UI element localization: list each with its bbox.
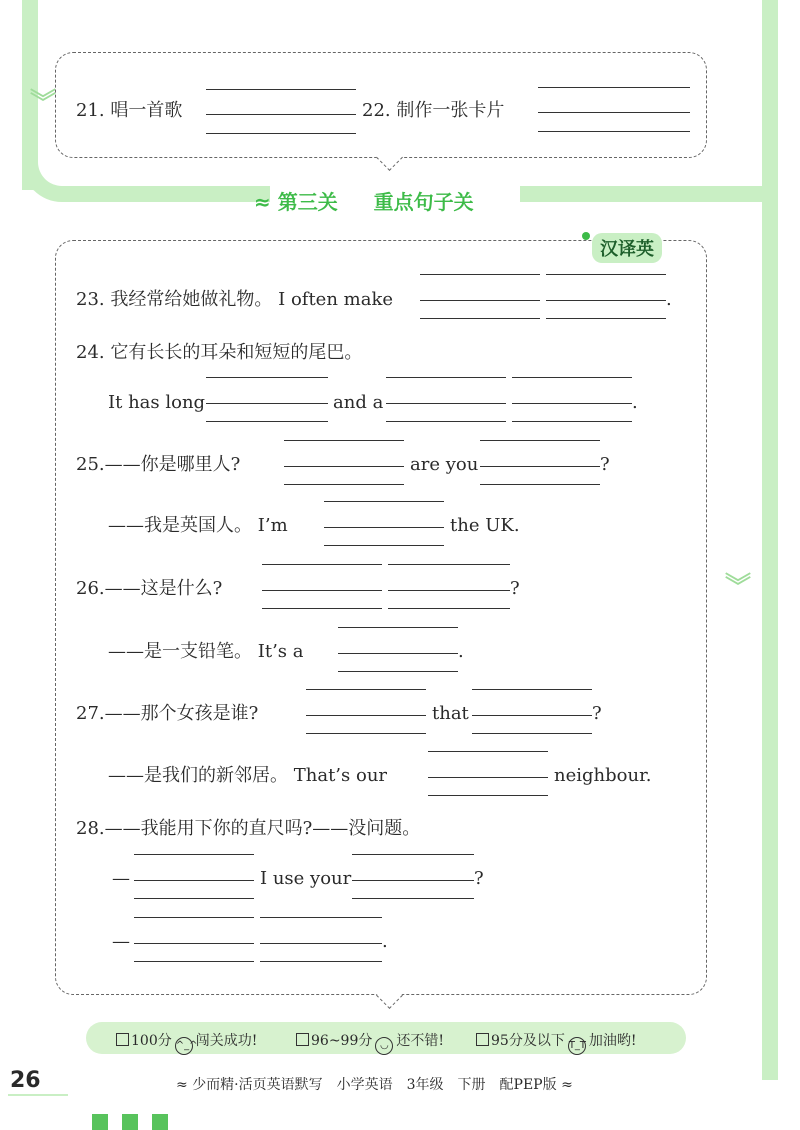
writing-line-top [324, 501, 444, 502]
punctuation: . [632, 392, 638, 413]
answer-line[interactable] [420, 300, 540, 301]
answer-line[interactable] [262, 590, 382, 591]
crying-face-icon: T_T [568, 1037, 586, 1055]
question-number: 26. [76, 578, 105, 599]
question-english: I use your [260, 868, 352, 889]
writing-line-top [262, 564, 382, 565]
banner-title: 重点句子关 [373, 190, 474, 214]
writing-line-top [538, 87, 690, 88]
writing-line-top [388, 564, 510, 565]
question-chinese: 它有长长的耳朵和短短的尾巴。 [110, 342, 363, 363]
answer-line[interactable] [284, 466, 404, 467]
chevron-down-icon: ︾ [725, 572, 752, 602]
writing-line-top [480, 440, 600, 441]
dialogue-dash: — [112, 931, 130, 952]
writing-line-top [472, 689, 592, 690]
writing-line-bottom [206, 133, 356, 134]
wave-icon: ≈ [561, 1077, 573, 1093]
writing-line-bottom [284, 484, 404, 485]
question-english: I’m [257, 515, 288, 536]
dialogue-dash: —— [104, 578, 141, 599]
writing-line-bottom [260, 961, 382, 962]
question-number: 23. [76, 289, 105, 310]
section-tag: 汉译英 [592, 233, 662, 263]
item-number: 22. [362, 100, 391, 121]
decor-square [152, 1114, 168, 1130]
question-english: neighbour. [554, 765, 652, 786]
score-text: 闯关成功! [195, 1033, 258, 1049]
laughing-face-icon: ^_^ [175, 1037, 193, 1055]
question-number: 27. [76, 703, 105, 724]
score-95-below [476, 1030, 636, 1055]
punctuation: . [458, 641, 464, 662]
question-english: that [432, 703, 469, 724]
tag-dot [582, 232, 590, 240]
answer-line[interactable] [512, 403, 632, 404]
writing-line-bottom [306, 733, 426, 734]
answer-line[interactable] [306, 715, 426, 716]
question-chinese: 你是哪里人? [140, 454, 241, 475]
writing-line-bottom [262, 608, 382, 609]
dialogue-dash: —— [108, 641, 144, 662]
answer-line[interactable] [546, 300, 666, 301]
checkbox-icon[interactable] [476, 1033, 489, 1046]
item-prompt: 制作一张卡片 [396, 100, 505, 121]
question-chinese: ——没问题。 [312, 818, 421, 839]
writing-line-bottom [512, 421, 632, 422]
writing-line-top [284, 440, 404, 441]
answer-line[interactable] [206, 403, 328, 404]
punctuation: ? [600, 454, 610, 475]
question-number: 25. [76, 454, 105, 475]
writing-line-bottom [472, 733, 592, 734]
writing-line-top [512, 377, 632, 378]
checkbox-icon[interactable] [116, 1033, 129, 1046]
question-27 [76, 702, 258, 726]
question-chinese: 我是英国人。 [144, 515, 252, 536]
answer-line[interactable] [134, 880, 254, 881]
score-text: 还不错! [396, 1033, 444, 1049]
score-text: 加油哟! [588, 1033, 637, 1049]
score-label: 95分及以下 [491, 1033, 565, 1049]
item-prompt: 唱一首歌 [110, 100, 183, 121]
question-chinese: 是一支铅笔。 [144, 641, 252, 662]
question-number: 28. [76, 818, 105, 839]
writing-line-bottom [324, 545, 444, 546]
writing-line-top [428, 751, 548, 752]
answer-line[interactable] [538, 112, 690, 113]
writing-line-bottom [538, 131, 690, 132]
answer-line[interactable] [388, 590, 510, 591]
item-number: 21. [76, 100, 105, 121]
writing-line-bottom [428, 795, 548, 796]
writing-line-bottom [386, 421, 506, 422]
question-chinese: 是我们的新邻居。 [144, 765, 288, 786]
punctuation: ? [510, 578, 520, 599]
score-100 [116, 1030, 257, 1055]
question-number: 24. [76, 342, 105, 363]
dialogue-dash: —— [108, 765, 144, 786]
question-28 [76, 817, 420, 841]
writing-line-bottom [420, 318, 540, 319]
item-22 [362, 99, 504, 123]
writing-line-top [338, 627, 458, 628]
decor-square [92, 1114, 108, 1130]
writing-line-top [420, 274, 540, 275]
dialogue-dash: — [112, 868, 130, 889]
question-english: I often make [278, 289, 393, 310]
writing-line-top [134, 854, 254, 855]
question-25-answer [108, 514, 288, 538]
writing-line-bottom [134, 961, 254, 962]
score-label: 100分 [131, 1033, 172, 1049]
writing-line-bottom [352, 898, 474, 899]
item-21 [76, 99, 182, 123]
writing-line-bottom [480, 484, 600, 485]
dialogue-dash: —— [104, 703, 141, 724]
frame-right-strip [762, 0, 778, 1080]
writing-line-top [352, 854, 474, 855]
writing-line-bottom [134, 898, 254, 899]
writing-line-top [260, 917, 382, 918]
question-27-answer [108, 764, 387, 788]
question-chinese: 那个女孩是谁? [140, 703, 259, 724]
writing-line-top [206, 377, 328, 378]
question-26-answer [108, 640, 304, 664]
answer-line[interactable] [338, 653, 458, 654]
answer-line[interactable] [134, 943, 254, 944]
answer-line[interactable] [206, 114, 356, 115]
punctuation: . [666, 289, 672, 310]
wave-icon: ≈ [254, 190, 271, 214]
question-chinese: 我能用下你的直尺吗? [140, 818, 313, 839]
banner-right-bar [520, 186, 762, 202]
dialogue-dash: —— [108, 515, 144, 536]
writing-line-top [306, 689, 426, 690]
question-english: It has long [108, 392, 206, 413]
writing-line-bottom [388, 608, 510, 609]
writing-line-bottom [338, 671, 458, 672]
checkbox-icon[interactable] [296, 1033, 309, 1046]
question-23 [76, 288, 393, 312]
answer-line[interactable] [428, 777, 548, 778]
footer-title: 少而精·活页英语默写 小学英语 3年级 下册 配PEP版 [192, 1077, 557, 1093]
wave-icon: ≈ [176, 1077, 188, 1093]
answer-line[interactable] [260, 943, 382, 944]
answer-line[interactable] [472, 715, 592, 716]
question-english: the UK. [450, 515, 520, 536]
question-english: and a [333, 392, 384, 413]
page-number: 26 [10, 1068, 41, 1093]
decor-square [122, 1114, 138, 1130]
question-english: It’s a [257, 641, 304, 662]
answer-line[interactable] [480, 466, 600, 467]
score-label: 96~99分 [311, 1033, 373, 1049]
question-english: That’s our [293, 765, 388, 786]
writing-line-bottom [546, 318, 666, 319]
answer-line[interactable] [352, 880, 474, 881]
punctuation: . [382, 931, 388, 952]
dialogue-dash: —— [104, 454, 141, 475]
chevron-down-icon: ︾ [30, 88, 57, 118]
section-banner [254, 186, 474, 215]
banner-level: 第三关 [277, 190, 338, 214]
question-chinese: 我经常给她做礼物。 [110, 289, 273, 310]
question-25 [76, 453, 240, 477]
question-chinese: 这是什么? [140, 578, 223, 599]
page-underline [8, 1094, 68, 1096]
punctuation: ? [592, 703, 602, 724]
question-26 [76, 577, 222, 601]
question-english: are you [410, 454, 479, 475]
answer-line[interactable] [324, 527, 444, 528]
smile-face-icon: ◡ [375, 1037, 393, 1055]
footer-text [176, 1074, 573, 1094]
answer-line[interactable] [386, 403, 506, 404]
question-24 [76, 341, 362, 365]
dialogue-dash: —— [104, 818, 141, 839]
writing-line-top [386, 377, 506, 378]
punctuation: ? [474, 868, 484, 889]
writing-line-top [134, 917, 254, 918]
score-96-99 [296, 1030, 444, 1055]
writing-line-bottom [206, 421, 328, 422]
writing-line-top [206, 89, 356, 90]
writing-line-top [546, 274, 666, 275]
